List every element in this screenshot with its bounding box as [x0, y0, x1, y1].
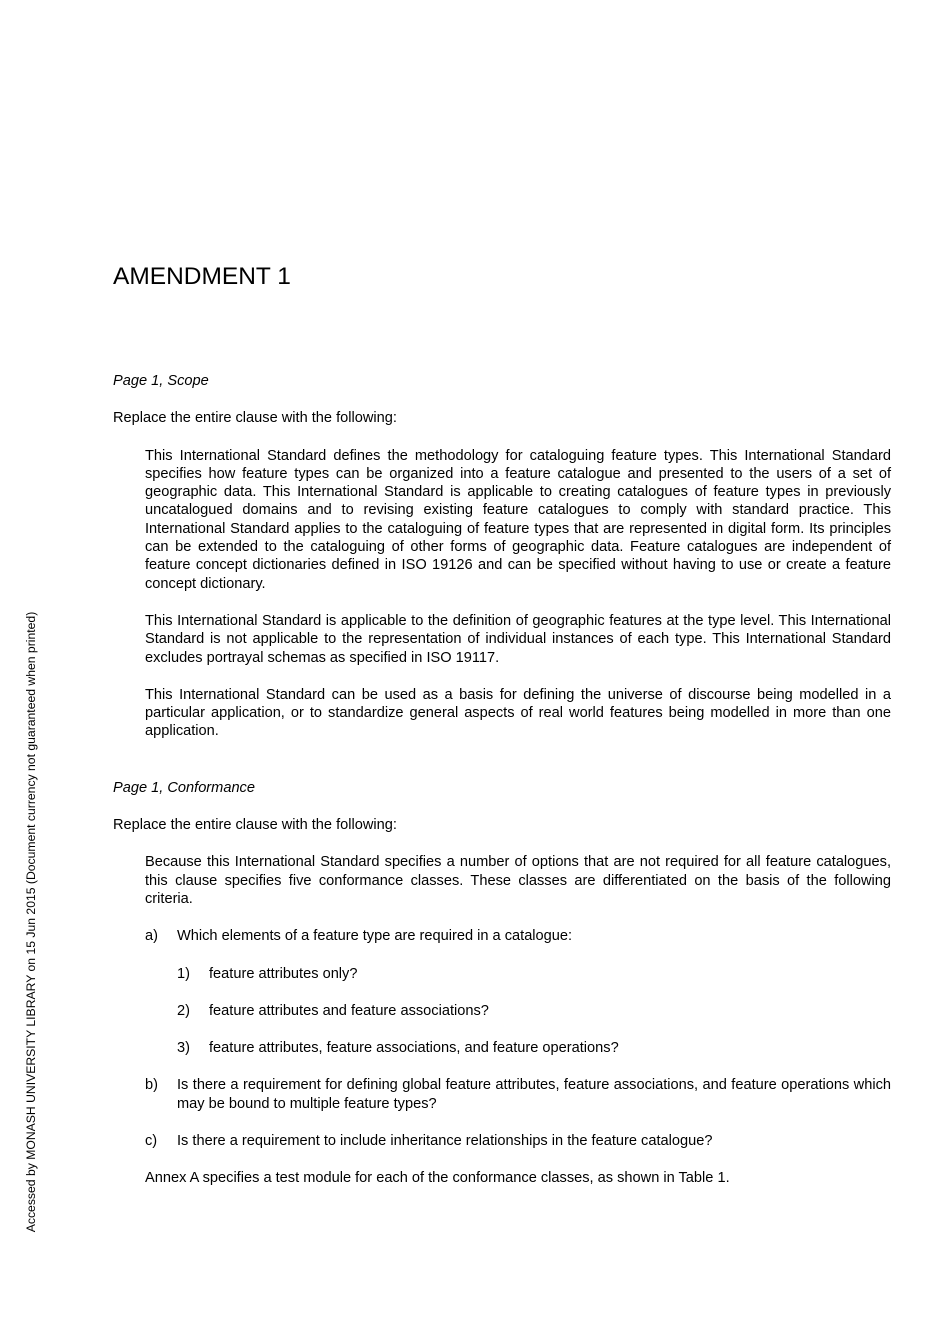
- criteria-item: [145, 1076, 891, 1113]
- list-marker: a): [145, 928, 158, 945]
- list-marker: b): [145, 1077, 158, 1094]
- scope-paragraph: This International Standard is applicable to the definition of geographic features at the type level. This International Standard is not applicable to the representation of individual instances of each type. This International Standard excludes portrayal schemas as specified in ISO 19117.: [145, 612, 891, 666]
- section-ref-scope: Page 1, Scope: [113, 373, 209, 389]
- list-marker: c): [145, 1133, 158, 1150]
- list-text: Which elements of a feature type are required in a catalogue:: [177, 928, 573, 945]
- sub-list-marker: 3): [177, 1040, 190, 1057]
- instruction-scope: Replace the entire clause with the following:: [113, 410, 397, 427]
- criteria-item: [145, 927, 891, 945]
- page-title: AMENDMENT 1: [113, 263, 291, 290]
- section-ref-conformance: Page 1, Conformance: [113, 779, 255, 796]
- criteria-sub-item: [177, 965, 891, 983]
- sub-list-text: feature attributes only?: [209, 965, 358, 982]
- access-stamp: Accessed by MONASH UNIVERSITY LIBRARY on 15 Jun 2015 (Document currency not guaranteed when printed): [24, 611, 38, 1233]
- criteria-sub-item: [177, 1002, 891, 1020]
- instruction-conformance: Replace the entire clause with the following:: [113, 817, 397, 834]
- scope-paragraph: This International Standard can be used as a basis for defining the universe of discourse being modelled in a particular application, or to standardize general aspects of real world features being modelled in more than one application.: [145, 686, 891, 740]
- criteria-item: [145, 1132, 891, 1150]
- criteria-sub-item: [177, 1039, 891, 1057]
- list-text: Is there a requirement for defining global feature attributes, feature associations, and feature operations which may be bound to multiple feature types?: [177, 1077, 891, 1112]
- conformance-intro: Because this International Standard specifies a number of options that are not required for all feature catalogues, this clause specifies five conformance classes. These classes are differentiated on the basis of the following criteria.: [145, 854, 891, 907]
- document-body: [113, 372, 891, 1188]
- scope-paragraph: This International Standard defines the methodology for cataloguing feature types. This International Standard specifies how feature types can be organized into a feature catalogue and presented to the users of a set of geographic data. This International Standard is applicable to creating catalogues of feature types in previously uncatalogued domains and to revising existing feature catalogues to comply with standard practice. This International Standard applies to the cataloguing of feature types that are represented in digital form. Its principles can be extended to the cataloguing of other forms of geographic data. Feature catalogues are independent of feature concept dictionaries defined in ISO 19126 and can be specified without having to use or create a feature concept dictionary.: [145, 447, 891, 592]
- sub-list-marker: 2): [177, 1002, 190, 1019]
- list-text: Is there a requirement to include inheritance relationships in the feature catalogue?: [177, 1133, 713, 1150]
- sub-list-text: feature attributes and feature associations?: [209, 1002, 489, 1019]
- conformance-closing: Annex A specifies a test module for each of the conformance classes, as shown in Table 1.: [145, 1170, 730, 1187]
- sub-list-text: feature attributes, feature associations, and feature operations?: [209, 1040, 619, 1057]
- sub-list-marker: 1): [177, 965, 190, 982]
